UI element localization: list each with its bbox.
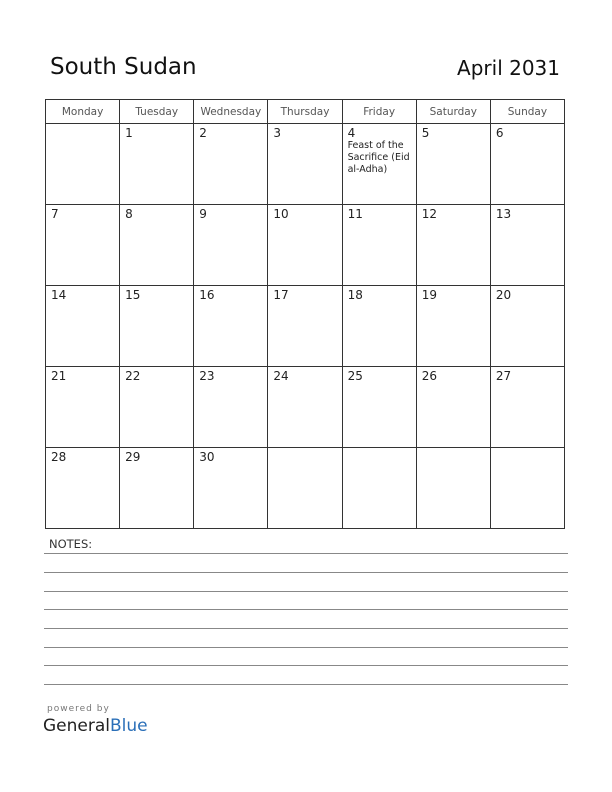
day-cell	[120, 124, 194, 205]
weekday-saturday: Saturday	[416, 100, 490, 124]
day-cell	[120, 367, 194, 448]
week-row	[46, 124, 565, 205]
day-number: 25	[347, 369, 363, 383]
day-cell	[268, 286, 342, 367]
day-cell	[416, 124, 490, 205]
day-number: 2	[199, 126, 207, 140]
day-number: 29	[125, 450, 141, 464]
day-number: 1	[125, 126, 133, 140]
note-line	[44, 684, 568, 685]
brand-logo-general: General	[43, 716, 110, 736]
day-number: 3	[273, 126, 282, 140]
brand-logo	[43, 716, 148, 736]
weekday-tuesday: Tuesday	[120, 100, 194, 124]
day-cell	[46, 367, 120, 448]
day-cell	[342, 448, 416, 529]
day-number: 7	[51, 207, 59, 221]
weekday-friday: Friday	[342, 100, 416, 124]
day-number: 13	[495, 207, 512, 221]
day-number: 27	[495, 369, 512, 383]
day-cell	[416, 448, 490, 529]
day-cell	[46, 448, 120, 529]
day-cell	[194, 367, 268, 448]
note-line	[44, 628, 568, 629]
week-row	[46, 448, 565, 529]
day-cell	[490, 367, 564, 448]
calendar-country: South Sudan	[50, 54, 197, 80]
day-cell	[268, 124, 342, 205]
week-row	[46, 205, 565, 286]
weekday-thursday: Thursday	[268, 100, 342, 124]
day-number: 6	[495, 126, 504, 140]
day-number: 22	[125, 369, 141, 383]
holiday-event: Feast of the Sacrifice (Eid al-Adha)	[347, 140, 410, 175]
powered-by-text: powered by	[47, 704, 110, 714]
day-cell	[490, 448, 564, 529]
day-number: 24	[273, 369, 289, 383]
day-number: 30	[199, 450, 215, 464]
weekday-monday: Monday	[46, 100, 120, 124]
day-cell	[342, 367, 416, 448]
day-cell	[194, 124, 268, 205]
day-cell	[194, 205, 268, 286]
day-number: 16	[199, 288, 215, 302]
day-cell	[120, 448, 194, 529]
day-number: 4	[347, 126, 356, 140]
week-row	[46, 286, 565, 367]
weekday-wednesday: Wednesday	[194, 100, 268, 124]
week-row	[46, 367, 565, 448]
weekday-header-row	[46, 100, 565, 124]
day-number: 26	[421, 369, 437, 383]
day-number: 11	[347, 207, 363, 221]
note-line	[44, 609, 568, 610]
day-cell	[342, 205, 416, 286]
weekday-sunday: Sunday	[490, 100, 564, 124]
day-cell	[46, 286, 120, 367]
calendar-month-year: April 2031	[457, 56, 560, 80]
notes-label: NOTES:	[49, 537, 93, 551]
brand-logo-blue: Blue	[110, 716, 148, 736]
day-number: 17	[273, 288, 289, 302]
day-number: 21	[51, 369, 67, 383]
note-line	[44, 553, 568, 554]
day-cell	[268, 448, 342, 529]
note-line	[44, 591, 568, 592]
day-cell	[194, 286, 268, 367]
day-number: 5	[421, 126, 430, 140]
day-cell	[342, 124, 416, 205]
day-number: 20	[495, 288, 512, 302]
day-cell	[194, 448, 268, 529]
day-number: 23	[199, 369, 215, 383]
day-number: 8	[125, 207, 133, 221]
day-number: 10	[273, 207, 289, 221]
day-number: 12	[421, 207, 437, 221]
day-cell	[120, 286, 194, 367]
day-cell	[490, 286, 564, 367]
note-line	[44, 572, 568, 573]
note-line	[44, 665, 568, 666]
day-cell	[490, 205, 564, 286]
day-number: 9	[199, 207, 207, 221]
day-cell	[268, 205, 342, 286]
day-cell	[342, 286, 416, 367]
day-cell	[416, 367, 490, 448]
note-line	[44, 647, 568, 648]
day-number: 28	[51, 450, 67, 464]
day-cell	[46, 124, 120, 205]
day-cell	[416, 205, 490, 286]
day-number: 19	[421, 288, 437, 302]
day-cell	[268, 367, 342, 448]
day-number: 15	[125, 288, 141, 302]
day-cell	[46, 205, 120, 286]
day-number: 18	[347, 288, 363, 302]
day-number: 14	[51, 288, 67, 302]
day-cell	[490, 124, 564, 205]
calendar-grid	[45, 99, 565, 529]
day-cell	[416, 286, 490, 367]
day-cell	[120, 205, 194, 286]
